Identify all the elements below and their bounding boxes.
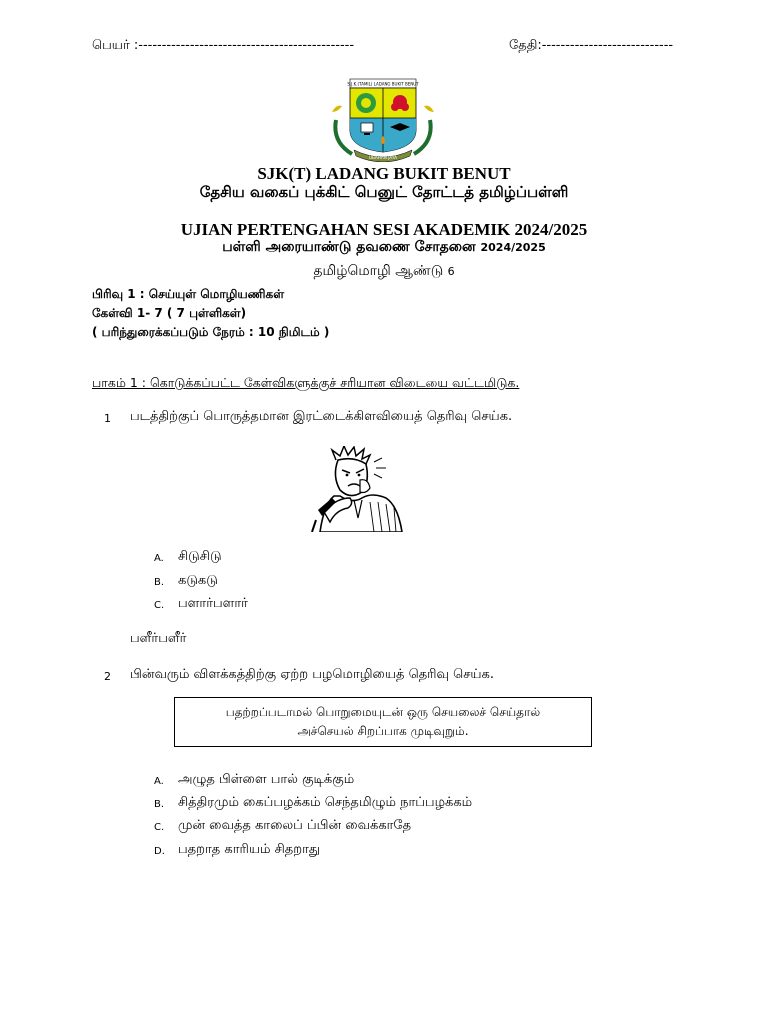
q2-option-d-text[interactable]: பதறாத காரியம் சிதறாது [178,842,321,857]
explanation-line-1: பதற்றப்படாமல் பொறுமையுடன் ஒரு செயலைச் செய்தால் [225,705,541,719]
q1-option-c-letter: C. [154,600,165,611]
angry-man-illustration [310,446,408,532]
school-name-en: SJK(T) LADANG BUKIT BENUT [257,164,511,183]
subject-text: தமிழ்மொழி ஆண்டு [313,263,444,279]
exam-title-en: UJIAN PERTENGAHAN SESI AKADEMIK 2024/2025 [180,220,588,239]
q2-option-b-text[interactable]: சித்திரமும் கைப்பழக்கம் செந்தமிழும் நாப்பழக்கம் [178,795,473,810]
name-label: பெயர் : [92,38,139,53]
q1-option-b-letter: B. [154,577,165,588]
subject-line [0,263,768,281]
suggested-time: ( பரிந்துரைக்கப்படும் நேரம் : 10 நிமிடம் ) [92,325,330,339]
part-instruction: பாகம் 1 : கொடுக்கப்பட்ட கேள்விகளுக்குச் சரியான விடையை வட்டமிடுக. [92,375,520,390]
exam-title-ta-year: 2024/2025 [480,241,546,254]
name-blank: ---------------------------------------------- [138,38,355,53]
q2-option-c-text[interactable]: முன் வைத்த காலைப் ப்பின் வைக்காதே [178,818,412,833]
explanation-line-2: அச்செயல் சிறப்பாக முடிவுறும். [297,724,469,738]
question-1-text: படத்திற்குப் பொருத்தமான இரட்டைக்கிளவியைத் தெரிவு செய்க. [130,409,513,424]
q2-option-d-letter: D. [154,846,165,857]
q2-option-a-text[interactable]: அழுத பிள்ளை பால் குடிக்கும் [178,772,355,787]
q1-option-a-letter: A. [154,553,164,564]
date-label: தேதி: [509,38,542,53]
date-blank: ---------------------------- [541,38,674,53]
q1-option-a-text[interactable]: சிடுசிடு [178,549,222,564]
q2-option-b-letter: B. [154,799,165,810]
q1-extra-option: பளீர்பளீர் [130,631,187,646]
question-range: கேள்வி 1- 7 ( 7 புள்ளிகள்) [92,306,247,320]
subject-year: 6 [447,265,455,278]
logo-ribbon-text: UBAHAN JAYA [368,155,398,160]
school-logo [330,78,436,162]
name-field [92,38,354,54]
school-name-ta: தேசிய வகைப் புக்கிட் பெனுட் தோட்டத் தமிழ்ப்பள்ளி [199,183,569,201]
question-2-text: பின்வரும் விளக்கத்திற்கு ஏற்ற பழமொழியைத் தெரிவு செய்க. [130,667,494,682]
question-2-number: 2 [104,670,111,683]
explanation-box [174,697,592,747]
exam-title-ta-text: பள்ளி அரையாண்டு தவணை சோதனை [222,239,476,255]
q2-option-c-letter: C. [154,822,165,833]
exam-title-ta [0,239,768,257]
q1-option-c-text[interactable]: பளார்பளார் [178,596,248,611]
logo-banner-text: S.J.K.(TAMIL) LADANG BUKIT BENUT [347,81,419,87]
section-info: பிரிவு 1 : செய்யுள் மொழியணிகள் [92,287,285,301]
q2-option-a-letter: A. [154,776,164,787]
q1-option-b-text[interactable]: கடுகடு [178,573,218,588]
date-field [509,38,673,54]
question-1-number: 1 [104,412,111,425]
